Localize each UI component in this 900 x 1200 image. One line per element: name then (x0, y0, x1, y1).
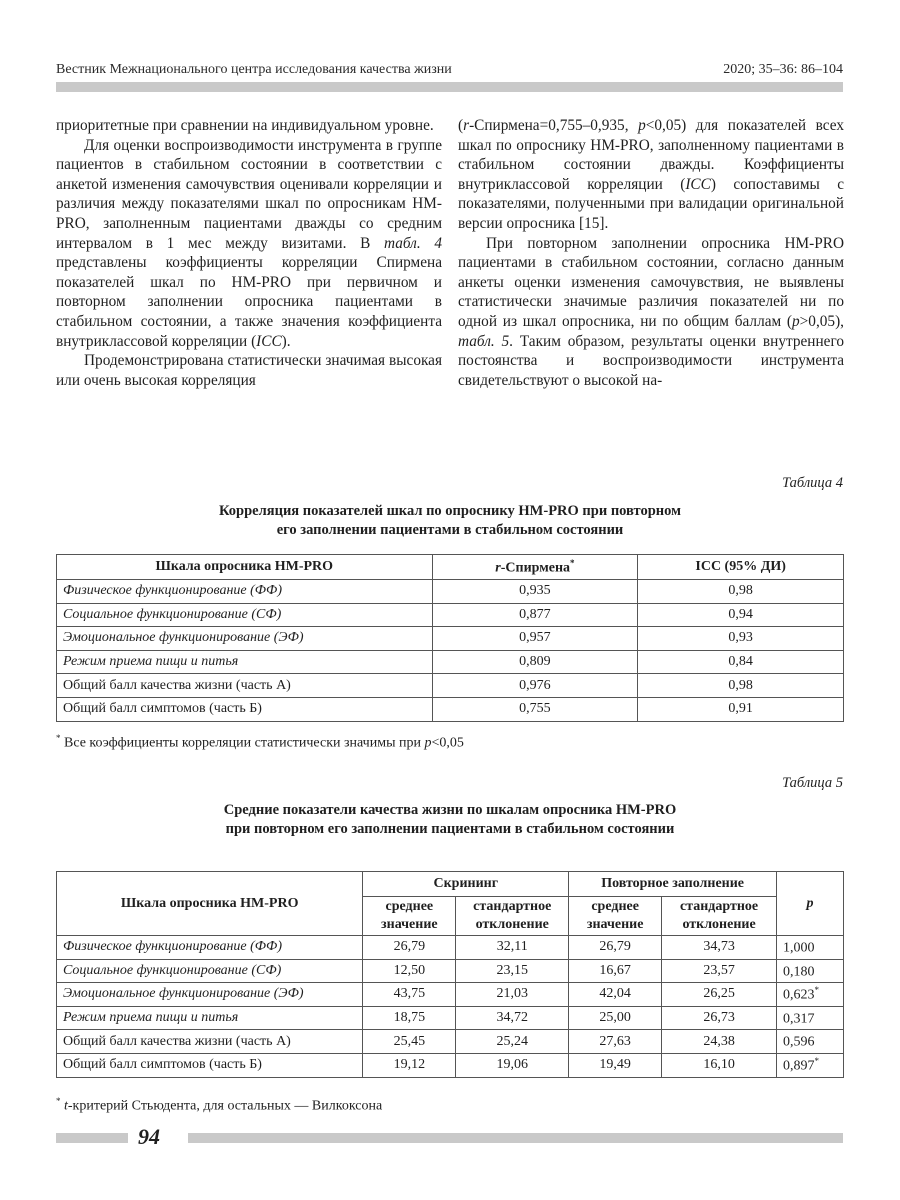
body-text (56, 116, 844, 390)
icc-cell: 0,98 (638, 580, 844, 604)
column-header-mean-screening: среднее значение (363, 897, 456, 936)
table-row (57, 1030, 844, 1054)
scale-name-cell: Общий балл качества жизни (часть А) (57, 1030, 363, 1054)
icc-cell: 0,93 (638, 627, 844, 651)
scale-name-cell: Социальное функционирование (СФ) (57, 603, 433, 627)
table-row (57, 697, 844, 721)
spearman-cell: 0,976 (432, 674, 638, 698)
table-5-title: Средние показатели качества жизни по шкалам опросника HM-PRO при повторном его заполнении пациентами в стабильном состоянии (223, 802, 677, 837)
sd-repeat-cell: 16,10 (662, 1053, 777, 1077)
scale-name-cell: Физическое функционирование (ФФ) (57, 580, 433, 604)
mean-repeat-cell: 26,79 (569, 936, 662, 960)
table-4 (56, 554, 844, 722)
scale-name-cell: Общий балл качества жизни (часть А) (57, 674, 433, 698)
left-column (56, 116, 442, 390)
left-paragraph-3: Продемонстрирована статистически значимая высокая или очень высокая корреляция (56, 352, 442, 389)
sd-screening-cell: 23,15 (456, 959, 569, 983)
scale-name-cell: Социальное функционирование (СФ) (57, 959, 363, 983)
table-5-footnote: * t-критерий Стьюдента, для остальных — Вилкоксона (56, 1096, 383, 1114)
table-5 (56, 871, 844, 1078)
mean-repeat-cell: 19,49 (569, 1053, 662, 1077)
scale-name-cell: Режим приема пищи и питья (57, 650, 433, 674)
mean-repeat-cell: 25,00 (569, 1006, 662, 1030)
mean-repeat-cell: 42,04 (569, 983, 662, 1007)
column-header-sd-repeat: стандартное отклонение (662, 897, 777, 936)
mean-screening-cell: 26,79 (363, 936, 456, 960)
table-row (57, 959, 844, 983)
table-4-label: Таблица 4 (782, 475, 843, 491)
table-4-footnote: * Все коэффициенты корреляции статистически значимы при p<0,05 (56, 733, 464, 751)
p-value-cell: 0,596 (777, 1030, 844, 1054)
icc-cell: 0,84 (638, 650, 844, 674)
header-rule (56, 82, 843, 92)
table-4-title: Корреляция показателей шкал по опроснику HM-PRO при повторном его заполнении пациентами в стабильном состоянии (219, 503, 681, 538)
column-header-scale: Шкала опросника HM-PRO (57, 555, 433, 580)
sd-repeat-cell: 26,73 (662, 1006, 777, 1030)
table-row (57, 1053, 844, 1077)
spearman-cell: 0,877 (432, 603, 638, 627)
footer-rule-left (56, 1133, 128, 1143)
p-value-cell: 1,000 (777, 936, 844, 960)
mean-screening-cell: 18,75 (363, 1006, 456, 1030)
journal-title: Вестник Межнационального центра исследования качества жизни (56, 62, 452, 77)
table-5-reference: табл. 5 (458, 332, 510, 350)
spearman-cell: 0,755 (432, 697, 638, 721)
right-paragraph-1: (r-Спирмена=0,755–0,935, p<0,05) для показателей всех шкал по опроснику HM-PRO, заполненному пациентами в стабильном состоянии дважды. Коэффициенты внутриклассовой корреляции (ICC) сопоставимы с показателями, полученными при валидации оригинальной версии опросника [15]. (458, 117, 844, 232)
column-header-scale: Шкала опросника HM-PRO (57, 872, 363, 936)
running-header (56, 62, 843, 78)
left-paragraph-1: приоритетные при сравнении на индивидуальном уровне. (56, 117, 434, 134)
spearman-cell: 0,957 (432, 627, 638, 651)
column-header-p: p (777, 872, 844, 936)
table-row (57, 674, 844, 698)
mean-screening-cell: 25,45 (363, 1030, 456, 1054)
p-value-cell: 0,897* (777, 1053, 844, 1077)
sd-screening-cell: 34,72 (456, 1006, 569, 1030)
sd-screening-cell: 19,06 (456, 1053, 569, 1077)
table-row (57, 1006, 844, 1030)
scale-name-cell: Эмоциональное функционирование (ЭФ) (57, 627, 433, 651)
table-row (57, 983, 844, 1007)
p-value-cell: 0,623* (777, 983, 844, 1007)
scale-name-cell: Режим приема пищи и питья (57, 1006, 363, 1030)
mean-screening-cell: 19,12 (363, 1053, 456, 1077)
sd-screening-cell: 25,24 (456, 1030, 569, 1054)
table-row (57, 627, 844, 651)
column-header-screening: Скрининг (363, 872, 569, 897)
mean-repeat-cell: 27,63 (569, 1030, 662, 1054)
left-paragraph-2: Для оценки воспроизводимости инструмента в группе пациентов в стабильном состоянии в соответствии с анкетой изменения самочувствия оценивали корреляции и различия между показателями шкал по опросникам HM-PRO, заполненным пациентами дважды со средним интервалом в 1 мес между визитами. В табл. 4 представлены коэффициенты корреляции Спирмена показателей шкал по HM-PRO при первичном и повторном заполнении опросника пациентами в стабильном состоянии, а также значения коэффициента внутриклассовой корреляции (ICC). (56, 136, 442, 350)
right-column (458, 116, 844, 390)
table-5-label: Таблица 5 (782, 775, 843, 791)
issue-info: 2020; 35–36: 86–104 (723, 62, 843, 77)
page-number: 94 (138, 1124, 160, 1149)
spearman-cell: 0,935 (432, 580, 638, 604)
footer-rule-right (188, 1133, 843, 1143)
table-row (57, 580, 844, 604)
scale-name-cell: Эмоциональное функционирование (ЭФ) (57, 983, 363, 1007)
column-header-repeat: Повторное заполнение (569, 872, 777, 897)
mean-repeat-cell: 16,67 (569, 959, 662, 983)
icc-cell: 0,98 (638, 674, 844, 698)
sd-repeat-cell: 26,25 (662, 983, 777, 1007)
column-header-spearman: r-Спирмена* (432, 555, 638, 580)
icc-cell: 0,91 (638, 697, 844, 721)
table-4-reference: табл. 4 (383, 234, 442, 252)
column-header-mean-repeat: среднее значение (569, 897, 662, 936)
right-paragraph-2: При повторном заполнении опросника HM-PRO пациентами в стабильном состоянии, согласно данным анкеты оценки изменения самочувствия, не выявлены статистически значимые различия показателей ни по одной из шкал опросника, ни по общим баллам (p>0,05), табл. 5. Таким образом, результаты оценки внутреннего постоянства и воспроизводимости инструмента свидетельствуют о высокой на- (458, 234, 844, 389)
icc-cell: 0,94 (638, 603, 844, 627)
scale-name-cell: Общий балл симптомов (часть Б) (57, 1053, 363, 1077)
mean-screening-cell: 12,50 (363, 959, 456, 983)
sd-screening-cell: 21,03 (456, 983, 569, 1007)
sd-repeat-cell: 23,57 (662, 959, 777, 983)
p-value-cell: 0,317 (777, 1006, 844, 1030)
spearman-cell: 0,809 (432, 650, 638, 674)
scale-name-cell: Физическое функционирование (ФФ) (57, 936, 363, 960)
column-header-icc: ICC (95% ДИ) (638, 555, 844, 580)
column-header-sd-screening: стандартное отклонение (456, 897, 569, 936)
table-row (57, 936, 844, 960)
sd-screening-cell: 32,11 (456, 936, 569, 960)
scale-name-cell: Общий балл симптомов (часть Б) (57, 697, 433, 721)
table-row (57, 603, 844, 627)
sd-repeat-cell: 24,38 (662, 1030, 777, 1054)
mean-screening-cell: 43,75 (363, 983, 456, 1007)
sd-repeat-cell: 34,73 (662, 936, 777, 960)
table-row (57, 650, 844, 674)
p-value-cell: 0,180 (777, 959, 844, 983)
